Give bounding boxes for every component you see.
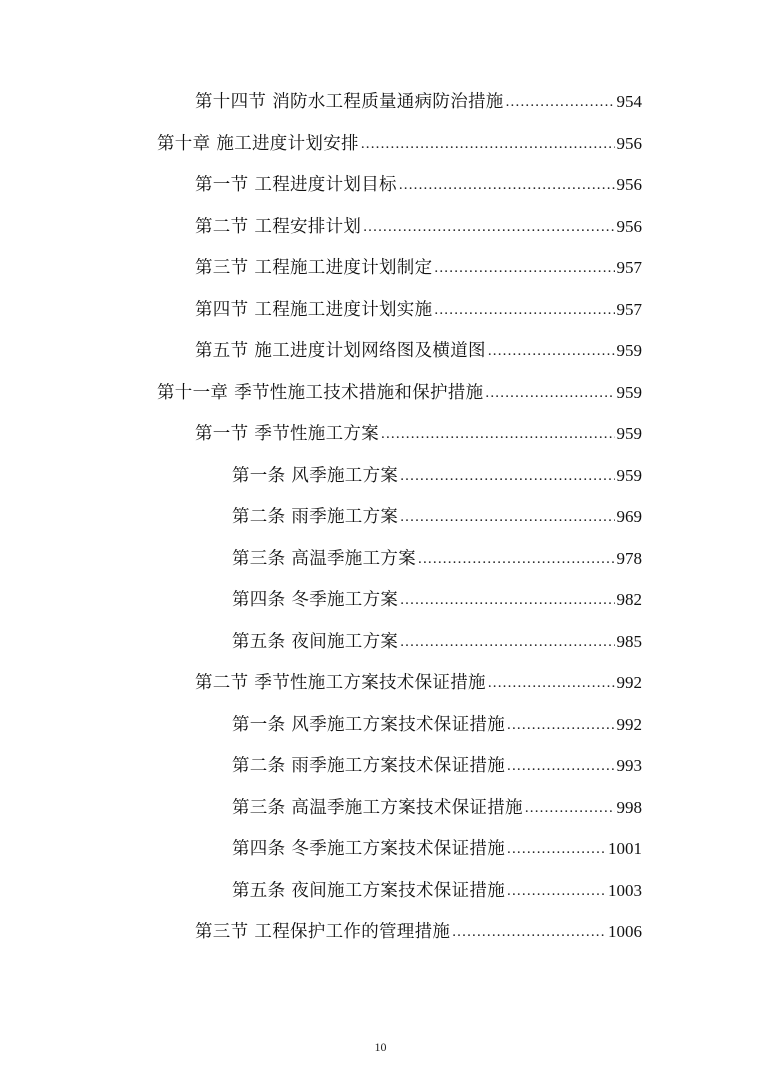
- toc-entry-number: 第四节: [195, 299, 249, 320]
- toc-entry-number: 第五节: [195, 341, 249, 361]
- toc-entry-title: 工程保护工作的管理措施: [254, 922, 451, 942]
- page-number: 10: [374, 1040, 387, 1054]
- leader-dots: [418, 546, 614, 572]
- toc-entry-label: [232, 587, 398, 613]
- toc-entry-label: [195, 214, 361, 240]
- toc-entry-page: 992: [616, 714, 642, 734]
- leader-dots: [399, 172, 615, 198]
- toc-entry-page: 959: [616, 424, 642, 443]
- toc-entry-title: 工程进度计划目标: [254, 175, 397, 195]
- toc-entry-page: 959: [616, 382, 642, 402]
- toc-entry-label: [195, 670, 486, 696]
- toc-entry-number: 第三节: [195, 258, 249, 278]
- toc-entry-page: 957: [616, 258, 642, 277]
- toc-entry-label: [195, 919, 450, 945]
- toc-entry-page: 982: [616, 590, 642, 609]
- toc-entry-number: 第十一章: [157, 382, 229, 403]
- toc-entry-label: [232, 504, 398, 530]
- toc-entry[interactable]: [195, 297, 642, 323]
- toc-entry[interactable]: [232, 753, 642, 779]
- leader-dots: [400, 587, 614, 613]
- toc-entry-title: 工程施工进度计划制定: [254, 258, 433, 278]
- toc-entry-title: 季节性施工方案技术保证措施: [254, 673, 486, 693]
- toc-entry-title: 冬季施工方案技术保证措施: [291, 839, 506, 859]
- leader-dots: [434, 297, 614, 323]
- toc-entry-page: 956: [616, 216, 642, 236]
- toc-entry-page: 956: [616, 175, 642, 194]
- toc-entry-number: 第三条: [232, 797, 286, 818]
- leader-dots: [381, 421, 614, 447]
- toc-entry-number: 第三条: [232, 548, 286, 569]
- toc-entry-label: [232, 546, 416, 572]
- leader-dots: [506, 89, 615, 115]
- toc-entry-page: 985: [616, 631, 642, 651]
- toc-entry[interactable]: [195, 338, 642, 364]
- toc-entry-page: 956: [616, 133, 642, 153]
- toc-entry-page: 993: [616, 756, 642, 775]
- toc-entry-page: 969: [616, 507, 642, 526]
- toc-entry-title: 风季施工方案: [291, 465, 399, 486]
- toc-entry-label: [232, 712, 505, 738]
- toc-entry-title: 高温季施工方案技术保证措施: [291, 797, 523, 818]
- leader-dots: [507, 836, 606, 862]
- toc-entry[interactable]: [195, 255, 642, 281]
- toc-entry-number: 第二条: [232, 756, 286, 776]
- toc-entry[interactable]: [232, 587, 642, 613]
- toc-entry-label: [195, 255, 432, 281]
- toc-entry-page: 992: [616, 673, 642, 692]
- toc-entry-label: [195, 297, 432, 323]
- toc-entry-number: 第十章: [157, 133, 211, 154]
- toc-entry-page: 1006: [608, 922, 642, 941]
- toc-entry-page: 959: [616, 341, 642, 360]
- toc-entry-label: [232, 629, 398, 655]
- toc-entry-label: [157, 380, 483, 406]
- toc-entry[interactable]: [195, 89, 642, 115]
- toc-entry[interactable]: [195, 172, 642, 198]
- toc-entry-page: 978: [616, 548, 642, 568]
- toc-entry-page: 1003: [608, 880, 642, 900]
- toc-entry[interactable]: [232, 712, 642, 738]
- toc-entry-title: 风季施工方案技术保证措施: [291, 714, 506, 735]
- toc-entry-page: 998: [616, 797, 642, 817]
- toc-entry-page: 1001: [608, 839, 642, 858]
- toc-entry-label: [232, 795, 523, 821]
- toc-entry[interactable]: [232, 463, 642, 489]
- toc-entry-label: [195, 421, 379, 447]
- toc-entry-title: 雨季施工方案: [291, 507, 399, 527]
- toc-entry-title: 高温季施工方案: [291, 548, 417, 569]
- toc-entry-number: 第一节: [195, 424, 249, 444]
- toc-entry-title: 施工进度计划安排: [216, 133, 359, 154]
- toc-entry-number: 第四条: [232, 590, 286, 610]
- toc-entry-label: [195, 89, 504, 115]
- toc-entry-title: 施工进度计划网络图及横道图: [254, 341, 486, 361]
- toc-entry[interactable]: [195, 214, 642, 240]
- toc-entry-title: 雨季施工方案技术保证措施: [291, 756, 506, 776]
- leader-dots: [400, 463, 614, 489]
- toc-entry-number: 第二节: [195, 216, 249, 237]
- toc-entry[interactable]: [195, 421, 642, 447]
- toc-entry-number: 第一节: [195, 175, 249, 195]
- toc-entry-number: 第五条: [232, 631, 286, 652]
- toc-entry-title: 工程施工进度计划实施: [254, 299, 433, 320]
- toc-entry-number: 第五条: [232, 880, 286, 901]
- toc-entry-number: 第二节: [195, 673, 249, 693]
- toc-entry[interactable]: [195, 670, 642, 696]
- leader-dots: [400, 504, 614, 530]
- toc-entry-label: [157, 131, 359, 157]
- leader-dots: [525, 795, 615, 821]
- toc-entry-title: 季节性施工方案: [254, 424, 380, 444]
- toc-entry[interactable]: [232, 836, 642, 862]
- toc-entry-number: 第十四节: [195, 92, 267, 112]
- toc-entry-number: 第三节: [195, 922, 249, 942]
- toc-entry-title: 冬季施工方案: [291, 590, 399, 610]
- toc-entry-label: [195, 172, 397, 198]
- toc-entry-number: 第四条: [232, 839, 286, 859]
- toc-entry[interactable]: [232, 546, 642, 572]
- toc-entry-page: 954: [616, 92, 642, 111]
- leader-dots: [434, 255, 614, 281]
- toc-entry-label: [232, 463, 398, 489]
- leader-dots: [507, 878, 606, 904]
- toc-entry[interactable]: [232, 795, 642, 821]
- leader-dots: [361, 131, 615, 157]
- leader-dots: [363, 214, 614, 240]
- toc-entry-label: [195, 338, 486, 364]
- toc-entry-page: 957: [616, 299, 642, 319]
- leader-dots: [488, 670, 615, 696]
- leader-dots: [485, 380, 614, 406]
- toc-entry-label: [232, 836, 505, 862]
- toc-entry-title: 夜间施工方案技术保证措施: [291, 880, 506, 901]
- toc-entry[interactable]: [232, 629, 642, 655]
- toc-entry[interactable]: [157, 131, 642, 157]
- leader-dots: [488, 338, 615, 364]
- toc-entry-title: 夜间施工方案: [291, 631, 399, 652]
- toc-entry-title: 季节性施工技术措施和保护措施: [234, 382, 484, 403]
- toc-entry-number: 第一条: [232, 465, 286, 486]
- toc-entry-label: [232, 753, 505, 779]
- toc-entry-label: [232, 878, 505, 904]
- toc-entry[interactable]: [157, 380, 642, 406]
- toc-entry-number: 第一条: [232, 714, 286, 735]
- toc-entry-number: 第二条: [232, 507, 286, 527]
- leader-dots: [452, 919, 606, 945]
- toc-entry[interactable]: [195, 919, 642, 945]
- toc-entry[interactable]: [232, 504, 642, 530]
- toc-entry-page: 959: [616, 465, 642, 485]
- toc-entry[interactable]: [232, 878, 642, 904]
- leader-dots: [400, 629, 614, 655]
- leader-dots: [507, 712, 614, 738]
- leader-dots: [507, 753, 614, 779]
- toc-entry-title: 工程安排计划: [254, 216, 362, 237]
- toc-entry-title: 消防水工程质量通病防治措施: [272, 92, 504, 112]
